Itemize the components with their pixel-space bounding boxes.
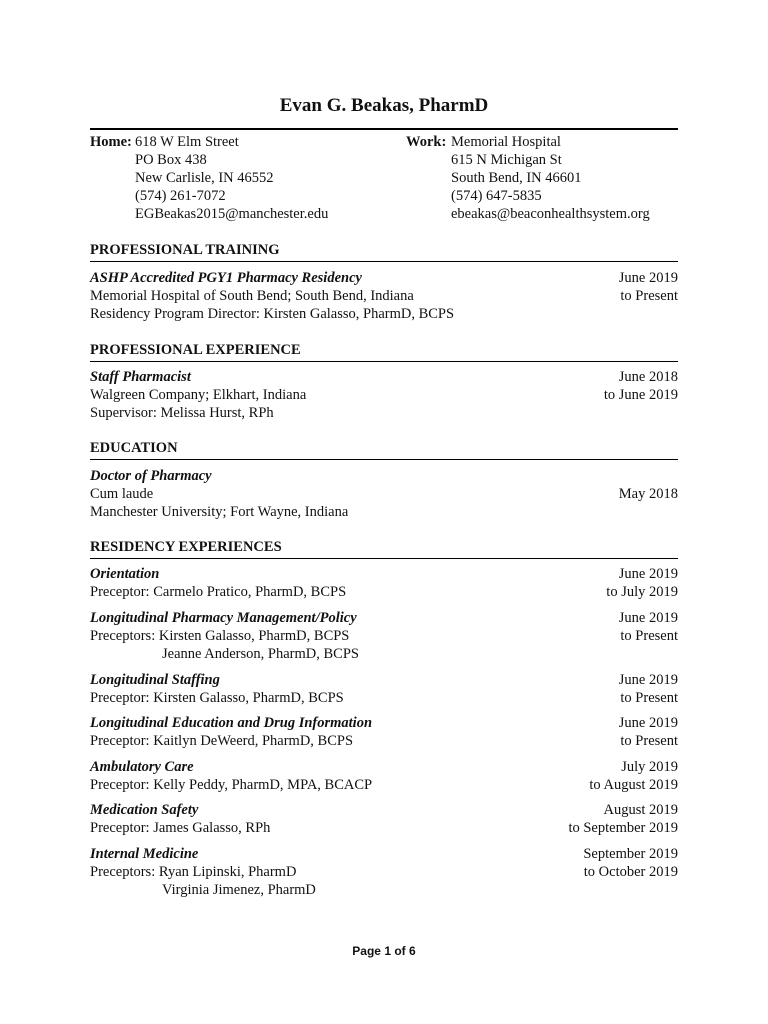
entry-role: Medication Safety bbox=[90, 802, 199, 818]
entry-start-date: August 2019 bbox=[603, 802, 678, 818]
entry-line: Jeanne Anderson, PharmD, BCPS bbox=[162, 646, 359, 662]
header-rule bbox=[90, 128, 678, 130]
work-line: Memorial Hospital bbox=[451, 134, 561, 150]
entry-role: Staff Pharmacist bbox=[90, 369, 191, 385]
section-education bbox=[90, 439, 678, 460]
entry-end-date: to August 2019 bbox=[589, 777, 678, 793]
home-email: EGBeakas2015@manchester.edu bbox=[135, 206, 329, 222]
section-title: PROFESSIONAL TRAINING bbox=[90, 241, 678, 262]
entry-role: Longitudinal Staffing bbox=[90, 672, 220, 688]
entry-start-date: June 2019 bbox=[618, 566, 678, 582]
entry-line: Preceptor: Carmelo Pratico, PharmD, BCPS bbox=[90, 584, 347, 600]
entry-line: Cum laude bbox=[90, 486, 154, 502]
entry-line: Preceptor: Kaitlyn DeWeerd, PharmD, BCPS bbox=[90, 733, 354, 749]
entry-end-date: to June 2019 bbox=[603, 387, 678, 403]
page-of-label: of bbox=[391, 944, 409, 958]
entry-role: Orientation bbox=[90, 566, 160, 582]
entry-start-date: June 2019 bbox=[618, 715, 678, 731]
work-line: 615 N Michigan St bbox=[451, 152, 562, 168]
entry-start-date: June 2019 bbox=[618, 270, 678, 286]
entry-line: Preceptors: Ryan Lipinski, PharmD bbox=[90, 864, 297, 880]
entry-start-date: September 2019 bbox=[583, 846, 678, 862]
section-title: PROFESSIONAL EXPERIENCE bbox=[90, 341, 678, 362]
entry-start-date bbox=[619, 467, 678, 485]
entry-end-date: to Present bbox=[620, 733, 678, 749]
entry-end-date: May 2018 bbox=[618, 486, 678, 502]
home-line: PO Box 438 bbox=[135, 152, 207, 168]
page-prefix: Page bbox=[352, 944, 385, 958]
entry-end-date: to October 2019 bbox=[583, 864, 678, 880]
section-title: RESIDENCY EXPERIENCES bbox=[90, 538, 678, 559]
entry-end-date: to Present bbox=[620, 690, 678, 706]
page-footer bbox=[0, 942, 768, 960]
entry-line: Manchester University; Fort Wayne, Indiana bbox=[90, 504, 349, 520]
entry-line: Virginia Jimenez, PharmD bbox=[162, 882, 316, 898]
entry-role: Internal Medicine bbox=[90, 846, 199, 862]
work-line: South Bend, IN 46601 bbox=[451, 170, 582, 186]
work-address bbox=[451, 133, 650, 223]
entry-line: Supervisor: Melissa Hurst, RPh bbox=[90, 405, 274, 421]
work-phone: (574) 647-5835 bbox=[451, 188, 542, 204]
entry-end-date: to July 2019 bbox=[606, 584, 678, 600]
entry-start-date: June 2019 bbox=[618, 610, 678, 626]
entry-line: Preceptors: Kirsten Galasso, PharmD, BCPS bbox=[90, 628, 350, 644]
entry-line: Preceptor: Kirsten Galasso, PharmD, BCPS bbox=[90, 690, 344, 706]
section-professional-training bbox=[90, 241, 678, 262]
page-number: 1 bbox=[384, 944, 391, 958]
entry-start-date: June 2018 bbox=[618, 369, 678, 385]
work-label: Work: bbox=[406, 134, 447, 150]
entry-end-date: to Present bbox=[620, 288, 678, 304]
entry-line: Walgreen Company; Elkhart, Indiana bbox=[90, 387, 307, 403]
home-label: Home: bbox=[90, 134, 132, 150]
entry-role: ASHP Accredited PGY1 Pharmacy Residency bbox=[90, 270, 362, 286]
entry-line: Preceptor: Kelly Peddy, PharmD, MPA, BCACP bbox=[90, 777, 373, 793]
entry-line: Memorial Hospital of South Bend; South Bend, Indiana bbox=[90, 288, 414, 304]
home-address bbox=[135, 133, 328, 223]
entry-end-date: to September 2019 bbox=[568, 820, 678, 836]
home-phone: (574) 261-7072 bbox=[135, 188, 226, 204]
candidate-name: Evan G. Beakas, PharmD bbox=[279, 95, 489, 116]
entry-start-date: June 2019 bbox=[618, 672, 678, 688]
entry-line: Residency Program Director: Kirsten Galasso, PharmD, BCPS bbox=[90, 306, 455, 322]
entry-end-date: to Present bbox=[620, 628, 678, 644]
section-residency-experiences bbox=[90, 538, 678, 559]
entry-role: Longitudinal Pharmacy Management/Policy bbox=[90, 610, 357, 626]
section-professional-experience bbox=[90, 341, 678, 362]
entry-role: Ambulatory Care bbox=[90, 759, 194, 775]
entry-start-date: July 2019 bbox=[621, 759, 678, 775]
entry-role: Doctor of Pharmacy bbox=[90, 468, 212, 484]
entry-line: Preceptor: James Galasso, RPh bbox=[90, 820, 271, 836]
home-line: 618 W Elm Street bbox=[135, 134, 239, 150]
entry-role: Longitudinal Education and Drug Information bbox=[90, 715, 373, 731]
work-email: ebeakas@beaconhealthsystem.org bbox=[451, 206, 650, 222]
section-title: EDUCATION bbox=[90, 439, 678, 460]
home-line: New Carlisle, IN 46552 bbox=[135, 170, 274, 186]
page-total: 6 bbox=[409, 944, 416, 958]
